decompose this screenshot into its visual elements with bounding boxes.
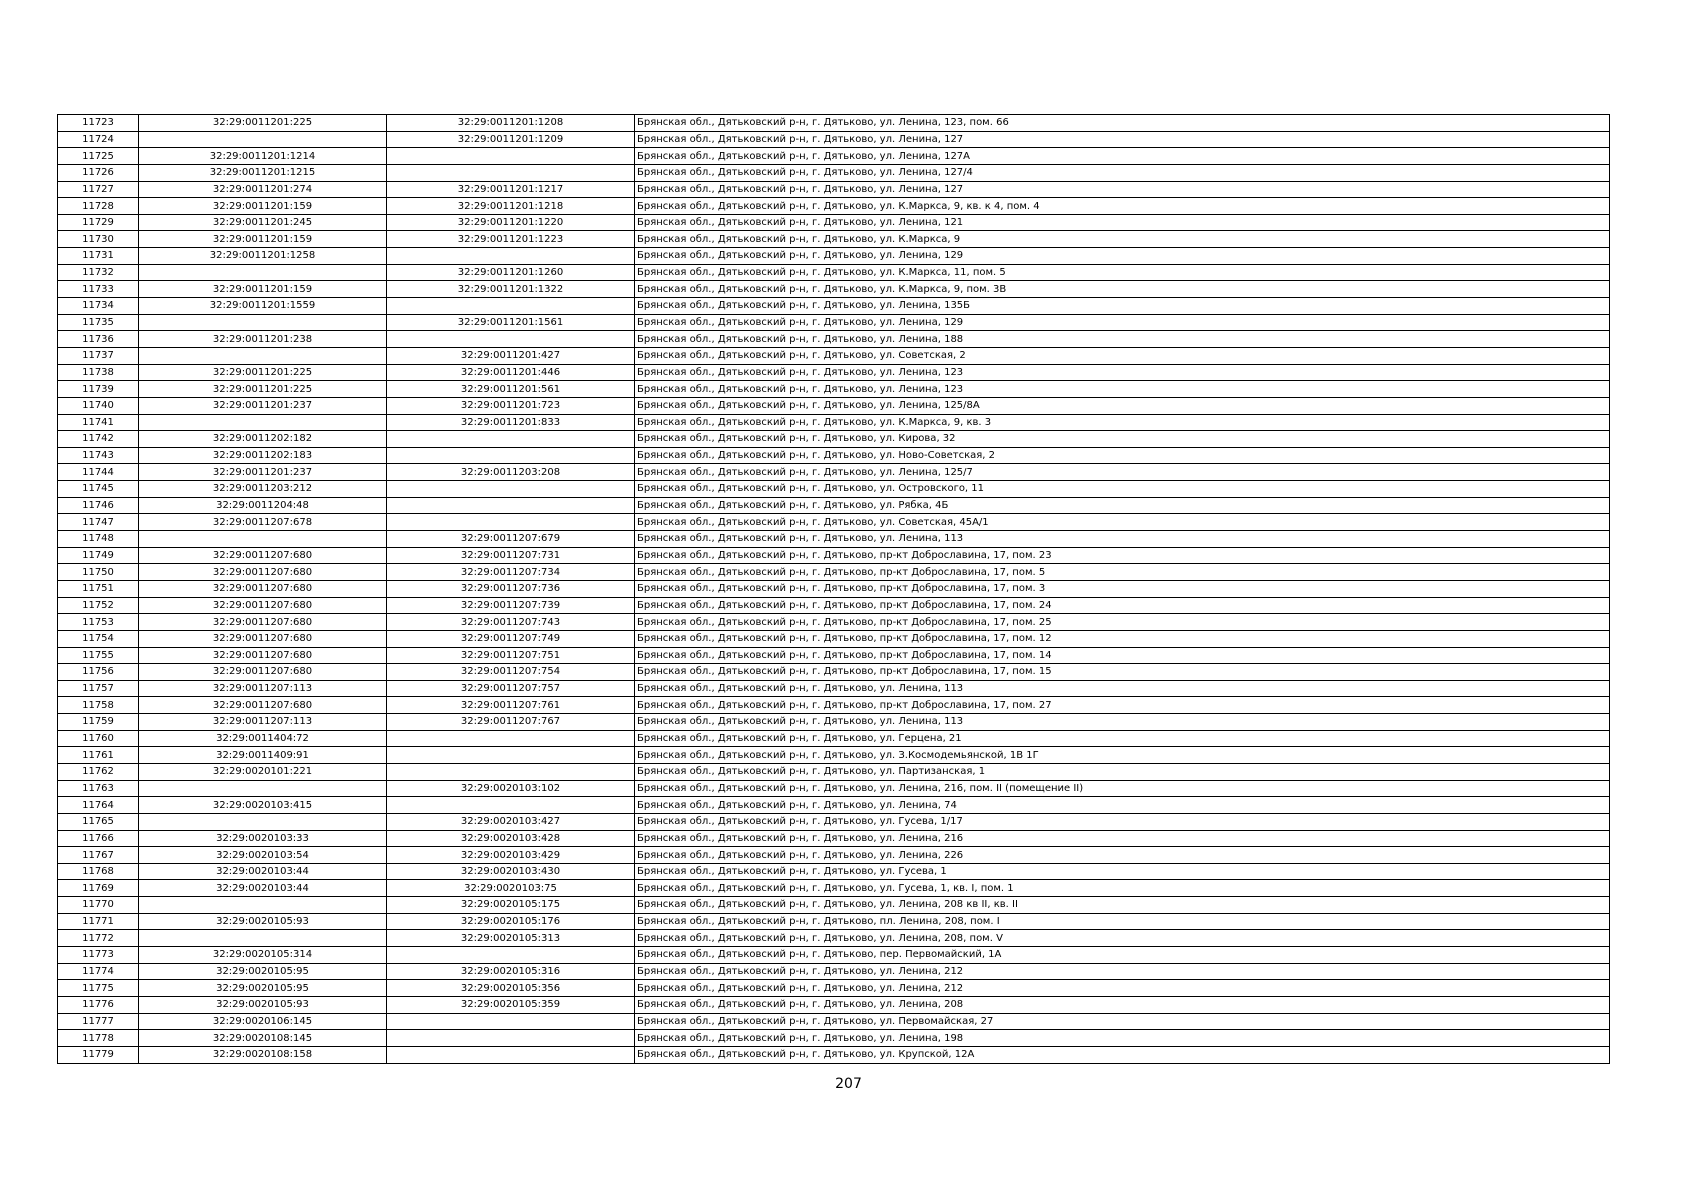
table-row (58, 231, 1610, 248)
row-number-cell: 11772 (58, 930, 139, 947)
cadastral-object-cell: 32:29:0020105:176 (387, 913, 635, 930)
cadastral-number-cell: 32:29:0020103:44 (139, 863, 387, 880)
row-number-cell: 11773 (58, 947, 139, 964)
cadastral-number-cell (139, 347, 387, 364)
table-row (58, 1030, 1610, 1047)
row-number-cell: 11759 (58, 714, 139, 731)
cadastral-number-cell: 32:29:0011207:680 (139, 647, 387, 664)
cadastral-object-cell (387, 730, 635, 747)
address-cell: Брянская обл., Дятьковский р-н, г. Дятьково, ул. Кирова, 32 (635, 431, 1610, 448)
cadastral-object-cell: 32:29:0011207:767 (387, 714, 635, 731)
row-number-cell: 11731 (58, 248, 139, 265)
cadastral-number-cell: 32:29:0020105:95 (139, 963, 387, 980)
table-row (58, 980, 1610, 997)
address-cell: Брянская обл., Дятьковский р-н, г. Дятьково, пр-кт Доброславина, 17, пом. 23 (635, 547, 1610, 564)
cadastral-object-cell: 32:29:0020103:429 (387, 847, 635, 864)
table-row (58, 847, 1610, 864)
cadastral-object-cell (387, 1013, 635, 1030)
row-number-cell: 11768 (58, 863, 139, 880)
address-cell: Брянская обл., Дятьковский р-н, г. Дятьково, ул. Ленина, 129 (635, 314, 1610, 331)
row-number-cell: 11763 (58, 780, 139, 797)
address-cell: Брянская обл., Дятьковский р-н, г. Дятьково, ул. К.Маркса, 9, кв. к 4, пом. 4 (635, 198, 1610, 215)
cadastral-number-cell: 32:29:0011201:225 (139, 381, 387, 398)
address-cell: Брянская обл., Дятьковский р-н, г. Дятьково, пл. Ленина, 208, пом. I (635, 913, 1610, 930)
table-row (58, 813, 1610, 830)
row-number-cell: 11723 (58, 115, 139, 132)
table-row (58, 347, 1610, 364)
cadastral-object-cell: 32:29:0011201:1208 (387, 115, 635, 132)
cadastral-object-cell (387, 1046, 635, 1063)
cadastral-object-cell: 32:29:0011207:736 (387, 580, 635, 597)
cadastral-number-cell: 32:29:0020106:145 (139, 1013, 387, 1030)
cadastral-object-cell: 32:29:0020105:356 (387, 980, 635, 997)
address-cell: Брянская обл., Дятьковский р-н, г. Дятьково, ул. Ленина, 127 (635, 131, 1610, 148)
cadastral-object-cell: 32:29:0020103:428 (387, 830, 635, 847)
table-row (58, 730, 1610, 747)
table-row (58, 947, 1610, 964)
row-number-cell: 11726 (58, 164, 139, 181)
address-cell: Брянская обл., Дятьковский р-н, г. Дятьково, ул. Ленина, 135Б (635, 298, 1610, 315)
cadastral-object-cell: 32:29:0020103:427 (387, 813, 635, 830)
table-row (58, 963, 1610, 980)
table-row (58, 397, 1610, 414)
address-cell: Брянская обл., Дятьковский р-н, г. Дятьково, ул. Гусева, 1 (635, 863, 1610, 880)
cadastral-number-cell: 32:29:0011203:212 (139, 481, 387, 498)
cadastral-number-cell: 32:29:0011409:91 (139, 747, 387, 764)
cadastral-number-cell: 32:29:0011204:48 (139, 497, 387, 514)
address-cell: Брянская обл., Дятьковский р-н, г. Дятьково, ул. Ленина, 216, пом. II (помещение II) (635, 780, 1610, 797)
row-number-cell: 11748 (58, 531, 139, 548)
cadastral-object-cell (387, 1030, 635, 1047)
row-number-cell: 11725 (58, 148, 139, 165)
table-row (58, 1046, 1610, 1063)
address-cell: Брянская обл., Дятьковский р-н, г. Дятьково, ул. Крупской, 12А (635, 1046, 1610, 1063)
row-number-cell: 11776 (58, 996, 139, 1013)
address-cell: Брянская обл., Дятьковский р-н, г. Дятьково, ул. Ленина, 188 (635, 331, 1610, 348)
cadastral-object-cell: 32:29:0011201:427 (387, 347, 635, 364)
table-row (58, 597, 1610, 614)
cadastral-object-cell (387, 497, 635, 514)
cadastral-number-cell: 32:29:0011207:113 (139, 680, 387, 697)
table-row (58, 664, 1610, 681)
cadastral-object-cell: 32:29:0011201:1223 (387, 231, 635, 248)
address-cell: Брянская обл., Дятьковский р-н, г. Дятьково, ул. Ленина, 123 (635, 364, 1610, 381)
row-number-cell: 11741 (58, 414, 139, 431)
row-number-cell: 11755 (58, 647, 139, 664)
row-number-cell: 11747 (58, 514, 139, 531)
address-cell: Брянская обл., Дятьковский р-н, г. Дятьково, пер. Первомайский, 1А (635, 947, 1610, 964)
address-cell: Брянская обл., Дятьковский р-н, г. Дятьково, ул. Ленина, 127/4 (635, 164, 1610, 181)
address-cell: Брянская обл., Дятьковский р-н, г. Дятьково, ул. Ленина, 121 (635, 214, 1610, 231)
cadastral-object-cell: 32:29:0020105:175 (387, 897, 635, 914)
cadastral-number-cell (139, 131, 387, 148)
cadastral-object-cell (387, 331, 635, 348)
cadastral-number-cell: 32:29:0011207:678 (139, 514, 387, 531)
cadastral-object-cell (387, 148, 635, 165)
cadastral-number-cell: 32:29:0011201:237 (139, 397, 387, 414)
cadastral-number-cell (139, 314, 387, 331)
address-cell: Брянская обл., Дятьковский р-н, г. Дятьково, пр-кт Доброславина, 17, пом. 5 (635, 564, 1610, 581)
cadastral-number-cell: 32:29:0011202:182 (139, 431, 387, 448)
cadastral-number-cell: 32:29:0011201:245 (139, 214, 387, 231)
address-cell: Брянская обл., Дятьковский р-н, г. Дятьково, ул. К.Маркса, 9, пом. 3В (635, 281, 1610, 298)
row-number-cell: 11769 (58, 880, 139, 897)
table-row (58, 281, 1610, 298)
row-number-cell: 11757 (58, 680, 139, 697)
row-number-cell: 11765 (58, 813, 139, 830)
table-row (58, 264, 1610, 281)
address-cell: Брянская обл., Дятьковский р-н, г. Дятьково, ул. Ленина, 216 (635, 830, 1610, 847)
address-cell: Брянская обл., Дятьковский р-н, г. Дятьково, ул. Гусева, 1/17 (635, 813, 1610, 830)
cadastral-object-cell: 32:29:0011201:446 (387, 364, 635, 381)
address-cell: Брянская обл., Дятьковский р-н, г. Дятьково, ул. Ленина, 123 (635, 381, 1610, 398)
table-row (58, 497, 1610, 514)
table-row (58, 913, 1610, 930)
cadastral-number-cell: 32:29:0011207:680 (139, 580, 387, 597)
cadastral-object-cell: 32:29:0011207:749 (387, 630, 635, 647)
address-cell: Брянская обл., Дятьковский р-н, г. Дятьково, ул. Ленина, 208 кв II, кв. II (635, 897, 1610, 914)
address-cell: Брянская обл., Дятьковский р-н, г. Дятьково, ул. Ленина, 125/7 (635, 464, 1610, 481)
cadastral-object-cell: 32:29:0011207:757 (387, 680, 635, 697)
row-number-cell: 11761 (58, 747, 139, 764)
cadastral-object-cell: 32:29:0011207:679 (387, 531, 635, 548)
cadastral-object-cell (387, 164, 635, 181)
table-row (58, 298, 1610, 315)
cadastral-number-cell: 32:29:0020103:44 (139, 880, 387, 897)
address-cell: Брянская обл., Дятьковский р-н, г. Дятьково, пр-кт Доброславина, 17, пом. 14 (635, 647, 1610, 664)
cadastral-number-cell: 32:29:0020105:93 (139, 996, 387, 1013)
cadastral-number-cell: 32:29:0011201:1258 (139, 248, 387, 265)
cadastral-number-cell: 32:29:0011201:159 (139, 198, 387, 215)
address-cell: Брянская обл., Дятьковский р-н, г. Дятьково, ул. К.Маркса, 11, пом. 5 (635, 264, 1610, 281)
cadastral-number-cell: 32:29:0020105:93 (139, 913, 387, 930)
address-cell: Брянская обл., Дятьковский р-н, г. Дятьково, ул. Ленина, 113 (635, 531, 1610, 548)
address-cell: Брянская обл., Дятьковский р-н, г. Дятьково, ул. Гусева, 1, кв. I, пом. 1 (635, 880, 1610, 897)
row-number-cell: 11767 (58, 847, 139, 864)
cadastral-object-cell (387, 298, 635, 315)
table-row (58, 464, 1610, 481)
cadastral-number-cell: 32:29:0011202:183 (139, 447, 387, 464)
row-number-cell: 11752 (58, 597, 139, 614)
address-cell: Брянская обл., Дятьковский р-н, г. Дятьково, ул. Ленина, 127А (635, 148, 1610, 165)
row-number-cell: 11766 (58, 830, 139, 847)
cadastral-object-cell: 32:29:0011201:1218 (387, 198, 635, 215)
cadastral-number-cell (139, 531, 387, 548)
cadastral-object-cell (387, 248, 635, 265)
cadastral-object-cell: 32:29:0011207:754 (387, 664, 635, 681)
address-cell: Брянская обл., Дятьковский р-н, г. Дятьково, ул. Партизанская, 1 (635, 763, 1610, 780)
row-number-cell: 11760 (58, 730, 139, 747)
cadastral-object-cell: 32:29:0020103:102 (387, 780, 635, 797)
table-row (58, 863, 1610, 880)
address-cell: Брянская обл., Дятьковский р-н, г. Дятьково, ул. Ленина, 123, пом. 66 (635, 115, 1610, 132)
row-number-cell: 11749 (58, 547, 139, 564)
cadastral-number-cell: 32:29:0011201:225 (139, 364, 387, 381)
table-row (58, 364, 1610, 381)
address-cell: Брянская обл., Дятьковский р-н, г. Дятьково, ул. Ленина, 208 (635, 996, 1610, 1013)
cadastral-number-cell: 32:29:0011201:225 (139, 115, 387, 132)
cadastral-object-cell: 32:29:0011201:1260 (387, 264, 635, 281)
cadastral-number-cell: 32:29:0011201:237 (139, 464, 387, 481)
cadastral-object-cell: 32:29:0011207:734 (387, 564, 635, 581)
cadastral-object-cell (387, 481, 635, 498)
cadastral-number-cell: 32:29:0011207:680 (139, 564, 387, 581)
cadastral-number-cell: 32:29:0020108:145 (139, 1030, 387, 1047)
address-cell: Брянская обл., Дятьковский р-н, г. Дятьково, пр-кт Доброславина, 17, пом. 27 (635, 697, 1610, 714)
cadastral-number-cell: 32:29:0011201:274 (139, 181, 387, 198)
registry-table-body (58, 115, 1610, 1064)
row-number-cell: 11736 (58, 331, 139, 348)
cadastral-object-cell: 32:29:0011201:1220 (387, 214, 635, 231)
cadastral-number-cell: 32:29:0020103:54 (139, 847, 387, 864)
cadastral-object-cell (387, 747, 635, 764)
table-row (58, 1013, 1610, 1030)
row-number-cell: 11742 (58, 431, 139, 448)
cadastral-number-cell (139, 414, 387, 431)
cadastral-object-cell (387, 797, 635, 814)
cadastral-object-cell (387, 763, 635, 780)
row-number-cell: 11745 (58, 481, 139, 498)
address-cell: Брянская обл., Дятьковский р-н, г. Дятьково, ул. Островского, 11 (635, 481, 1610, 498)
row-number-cell: 11740 (58, 397, 139, 414)
cadastral-object-cell: 32:29:0011207:739 (387, 597, 635, 614)
cadastral-object-cell: 32:29:0011201:1322 (387, 281, 635, 298)
cadastral-number-cell: 32:29:0020103:415 (139, 797, 387, 814)
address-cell: Брянская обл., Дятьковский р-н, г. Дятьково, ул. Ленина, 212 (635, 963, 1610, 980)
cadastral-object-cell: 32:29:0011207:751 (387, 647, 635, 664)
cadastral-number-cell: 32:29:0011207:680 (139, 697, 387, 714)
table-row (58, 714, 1610, 731)
row-number-cell: 11729 (58, 214, 139, 231)
cadastral-number-cell: 32:29:0011207:680 (139, 614, 387, 631)
address-cell: Брянская обл., Дятьковский р-н, г. Дятьково, пр-кт Доброславина, 17, пом. 12 (635, 630, 1610, 647)
cadastral-object-cell (387, 431, 635, 448)
cadastral-number-cell (139, 813, 387, 830)
cadastral-object-cell: 32:29:0020103:430 (387, 863, 635, 880)
table-row (58, 747, 1610, 764)
table-row (58, 331, 1610, 348)
table-row (58, 115, 1610, 132)
row-number-cell: 11733 (58, 281, 139, 298)
address-cell: Брянская обл., Дятьковский р-н, г. Дятьково, ул. Ленина, 113 (635, 680, 1610, 697)
cadastral-object-cell: 32:29:0011201:723 (387, 397, 635, 414)
address-cell: Брянская обл., Дятьковский р-н, г. Дятьково, пр-кт Доброславина, 17, пом. 25 (635, 614, 1610, 631)
row-number-cell: 11770 (58, 897, 139, 914)
cadastral-object-cell: 32:29:0020105:313 (387, 930, 635, 947)
cadastral-object-cell: 32:29:0011201:1561 (387, 314, 635, 331)
row-number-cell: 11730 (58, 231, 139, 248)
row-number-cell: 11762 (58, 763, 139, 780)
cadastral-number-cell: 32:29:0011201:1215 (139, 164, 387, 181)
table-row (58, 880, 1610, 897)
table-row (58, 630, 1610, 647)
cadastral-number-cell: 32:29:0011207:113 (139, 714, 387, 731)
cadastral-number-cell: 32:29:0011207:680 (139, 547, 387, 564)
table-row (58, 680, 1610, 697)
table-row (58, 614, 1610, 631)
table-row (58, 314, 1610, 331)
table-row (58, 431, 1610, 448)
address-cell: Брянская обл., Дятьковский р-н, г. Дятьково, ул. Ленина, 129 (635, 248, 1610, 265)
cadastral-object-cell: 32:29:0011201:1217 (387, 181, 635, 198)
cadastral-object-cell (387, 447, 635, 464)
table-row (58, 564, 1610, 581)
table-row (58, 697, 1610, 714)
cadastral-number-cell: 32:29:0020108:158 (139, 1046, 387, 1063)
cadastral-number-cell: 32:29:0020105:314 (139, 947, 387, 964)
table-row (58, 248, 1610, 265)
row-number-cell: 11724 (58, 131, 139, 148)
address-cell: Брянская обл., Дятьковский р-н, г. Дятьково, пр-кт Доброславина, 17, пом. 15 (635, 664, 1610, 681)
table-row (58, 763, 1610, 780)
address-cell: Брянская обл., Дятьковский р-н, г. Дятьково, ул. Советская, 45А/1 (635, 514, 1610, 531)
cadastral-number-cell (139, 930, 387, 947)
row-number-cell: 11756 (58, 664, 139, 681)
address-cell: Брянская обл., Дятьковский р-н, г. Дятьково, ул. Ленина, 212 (635, 980, 1610, 997)
cadastral-object-cell: 32:29:0020105:359 (387, 996, 635, 1013)
cadastral-number-cell: 32:29:0011201:1559 (139, 298, 387, 315)
address-cell: Брянская обл., Дятьковский р-н, г. Дятьково, ул. Советская, 2 (635, 347, 1610, 364)
address-cell: Брянская обл., Дятьковский р-н, г. Дятьково, ул. Ленина, 208, пом. V (635, 930, 1610, 947)
cadastral-number-cell: 32:29:0011207:680 (139, 597, 387, 614)
row-number-cell: 11746 (58, 497, 139, 514)
table-row (58, 198, 1610, 215)
row-number-cell: 11744 (58, 464, 139, 481)
cadastral-number-cell: 32:29:0011201:238 (139, 331, 387, 348)
row-number-cell: 11754 (58, 630, 139, 647)
row-number-cell: 11743 (58, 447, 139, 464)
cadastral-number-cell: 32:29:0011201:159 (139, 231, 387, 248)
cadastral-number-cell: 32:29:0020105:95 (139, 980, 387, 997)
cadastral-object-cell: 32:29:0011207:743 (387, 614, 635, 631)
address-cell: Брянская обл., Дятьковский р-н, г. Дятьково, ул. Ленина, 198 (635, 1030, 1610, 1047)
cadastral-number-cell: 32:29:0020103:33 (139, 830, 387, 847)
cadastral-number-cell: 32:29:0011207:680 (139, 630, 387, 647)
cadastral-object-cell: 32:29:0011207:731 (387, 547, 635, 564)
table-row (58, 647, 1610, 664)
cadastral-object-cell (387, 514, 635, 531)
table-row (58, 447, 1610, 464)
row-number-cell: 11778 (58, 1030, 139, 1047)
cadastral-number-cell (139, 897, 387, 914)
row-number-cell: 11728 (58, 198, 139, 215)
cadastral-object-cell: 32:29:0011203:208 (387, 464, 635, 481)
table-row (58, 930, 1610, 947)
row-number-cell: 11777 (58, 1013, 139, 1030)
row-number-cell: 11775 (58, 980, 139, 997)
address-cell: Брянская обл., Дятьковский р-н, г. Дятьково, пр-кт Доброславина, 17, пом. 3 (635, 580, 1610, 597)
cadastral-number-cell: 32:29:0011201:159 (139, 281, 387, 298)
table-row (58, 780, 1610, 797)
row-number-cell: 11727 (58, 181, 139, 198)
address-cell: Брянская обл., Дятьковский р-н, г. Дятьково, ул. Ленина, 125/8А (635, 397, 1610, 414)
cadastral-object-cell: 32:29:0020103:75 (387, 880, 635, 897)
address-cell: Брянская обл., Дятьковский р-н, г. Дятьково, ул. Ленина, 226 (635, 847, 1610, 864)
row-number-cell: 11758 (58, 697, 139, 714)
address-cell: Брянская обл., Дятьковский р-н, г. Дятьково, ул. К.Маркса, 9, кв. 3 (635, 414, 1610, 431)
table-row (58, 547, 1610, 564)
table-row (58, 414, 1610, 431)
cadastral-number-cell (139, 780, 387, 797)
cadastral-number-cell: 32:29:0011207:680 (139, 664, 387, 681)
cadastral-object-cell: 32:29:0020105:316 (387, 963, 635, 980)
row-number-cell: 11751 (58, 580, 139, 597)
address-cell: Брянская обл., Дятьковский р-н, г. Дятьково, пр-кт Доброславина, 17, пом. 24 (635, 597, 1610, 614)
table-row (58, 580, 1610, 597)
row-number-cell: 11750 (58, 564, 139, 581)
address-cell: Брянская обл., Дятьковский р-н, г. Дятьково, ул. К.Маркса, 9 (635, 231, 1610, 248)
row-number-cell: 11764 (58, 797, 139, 814)
table-row (58, 214, 1610, 231)
cadastral-number-cell: 32:29:0011201:1214 (139, 148, 387, 165)
address-cell: Брянская обл., Дятьковский р-н, г. Дятьково, ул. Ново-Советская, 2 (635, 447, 1610, 464)
registry-table (57, 114, 1610, 1064)
table-row (58, 481, 1610, 498)
row-number-cell: 11732 (58, 264, 139, 281)
cadastral-number-cell: 32:29:0020101:221 (139, 763, 387, 780)
row-number-cell: 11739 (58, 381, 139, 398)
table-row (58, 148, 1610, 165)
table-row (58, 181, 1610, 198)
address-cell: Брянская обл., Дятьковский р-н, г. Дятьково, ул. Первомайская, 27 (635, 1013, 1610, 1030)
table-row (58, 381, 1610, 398)
row-number-cell: 11737 (58, 347, 139, 364)
address-cell: Брянская обл., Дятьковский р-н, г. Дятьково, ул. З.Космодемьянской, 1В 1Г (635, 747, 1610, 764)
address-cell: Брянская обл., Дятьковский р-н, г. Дятьково, ул. Рябка, 4Б (635, 497, 1610, 514)
cadastral-number-cell (139, 264, 387, 281)
row-number-cell: 11734 (58, 298, 139, 315)
cadastral-number-cell: 32:29:0011404:72 (139, 730, 387, 747)
address-cell: Брянская обл., Дятьковский р-н, г. Дятьково, ул. Ленина, 127 (635, 181, 1610, 198)
row-number-cell: 11779 (58, 1046, 139, 1063)
table-row (58, 164, 1610, 181)
row-number-cell: 11771 (58, 913, 139, 930)
table-row (58, 514, 1610, 531)
cadastral-object-cell (387, 947, 635, 964)
cadastral-object-cell: 32:29:0011201:561 (387, 381, 635, 398)
address-cell: Брянская обл., Дятьковский р-н, г. Дятьково, ул. Ленина, 113 (635, 714, 1610, 731)
page-number: 207 (835, 1076, 862, 1092)
cadastral-object-cell: 32:29:0011201:1209 (387, 131, 635, 148)
table-row (58, 131, 1610, 148)
address-cell: Брянская обл., Дятьковский р-н, г. Дятьково, ул. Ленина, 74 (635, 797, 1610, 814)
table-row (58, 897, 1610, 914)
address-cell: Брянская обл., Дятьковский р-н, г. Дятьково, ул. Герцена, 21 (635, 730, 1610, 747)
row-number-cell: 11738 (58, 364, 139, 381)
table-row (58, 996, 1610, 1013)
row-number-cell: 11774 (58, 963, 139, 980)
cadastral-object-cell: 32:29:0011207:761 (387, 697, 635, 714)
row-number-cell: 11753 (58, 614, 139, 631)
table-row (58, 830, 1610, 847)
table-row (58, 797, 1610, 814)
cadastral-object-cell: 32:29:0011201:833 (387, 414, 635, 431)
table-row (58, 531, 1610, 548)
row-number-cell: 11735 (58, 314, 139, 331)
